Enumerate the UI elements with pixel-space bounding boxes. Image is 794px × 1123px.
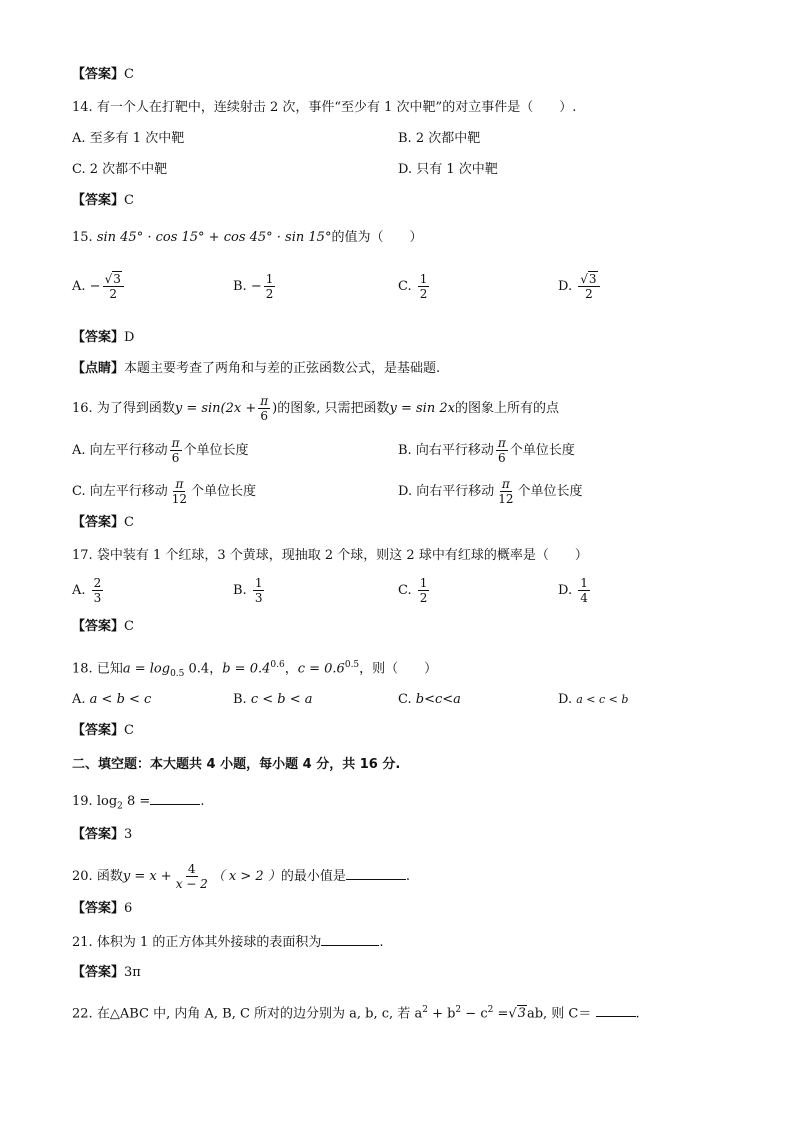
numerator: π [501,477,510,491]
q16-option-c[interactable] [72,477,256,506]
numerator: 1 [419,576,428,590]
answer-value: C [124,193,134,208]
math-expression: c = 0.6 [297,661,345,677]
punctuation: . [635,1006,640,1022]
option-label: A. [72,583,86,598]
numerator: 3 [113,272,121,286]
option-text: D. 向右平行移动 [398,484,495,499]
fraction [170,477,189,506]
sqrt-icon: √ [580,272,588,286]
question-text: ab, 则 C＝ [526,1006,592,1022]
punctuation: . [200,794,205,809]
exponent: 2 [455,1005,462,1015]
answer-tag: 【答案】 [72,193,125,208]
math-expression: + b [427,1006,456,1022]
question-text: ，则（ ） [359,661,438,677]
q17-stem [72,547,588,565]
denominator: 6 [497,451,506,465]
math-expression: a < c < b [576,693,629,706]
answer-value: C [124,723,134,738]
option-label: A. [72,692,86,707]
fraction [418,576,430,605]
question-text: 有一个人在打靶中，连续射击 2 次，事件“至少有 1 次中靶”的对立事件是（ ）. [96,100,577,115]
fraction [103,272,124,301]
q15-answer [72,329,134,347]
denominator: 4 [580,591,588,605]
q17-option-a[interactable] [72,576,105,605]
fraction [258,394,270,423]
q18-stem: 18. 已知$a = \log_{0.5} 0.4$，$b = 0.4^{0.6}$，$c = 0.6^{0.5}$，则（ ） [72,660,438,679]
answer-value: 3 [124,827,133,842]
numerator: π [260,394,269,408]
option-text: A. 至多有 1 次中靶 [72,131,185,146]
remark-tag: 【点睛】 [72,361,125,376]
question-text: 的最小值是 [280,869,346,884]
denominator: x − 2 [175,877,208,891]
question-number: 15. [72,230,93,245]
question-text: 的值为（ ） [331,230,423,245]
answer-tag: 【答案】 [72,619,125,634]
q18-answer [72,722,134,740]
math-expression: ) [272,401,278,416]
q15-option-c[interactable] [398,272,431,301]
denominator: 2 [585,287,593,301]
sqrt-icon: √ [104,272,113,286]
fraction [253,576,265,605]
option-label: B. [233,692,247,707]
question-number: 14. [72,100,93,115]
q16-option-b[interactable] [398,436,575,465]
q13-answer [72,66,134,84]
math-expression: 0.4 [184,661,210,677]
section-heading: 二、填空题：本大题共 4 小题，每小题 4 分，共 16 分. [72,757,401,772]
question-number: 20. [72,869,93,884]
math-expression: b = 0.4 [222,661,271,677]
question-text: 为了得到函数 [96,401,175,416]
math-expression: c < b < a [250,692,313,707]
answer-value: C [124,619,134,634]
punctuation: . [379,935,384,950]
fraction [496,477,515,506]
option-text: 个单位长度 [183,443,249,458]
denominator: 6 [260,409,269,423]
exponent: 2 [487,1005,494,1015]
exponent: 2 [422,1005,428,1015]
q17-option-c[interactable] [398,576,431,605]
option-label: D. [558,279,573,294]
answer-value: 3π [124,965,141,980]
denominator: 2 [109,287,118,301]
q17-option-b[interactable] [233,576,266,605]
answer-tag: 【答案】 [72,965,125,980]
question-number: 21. [72,935,93,950]
math-expression: a < b < c [89,692,152,707]
numerator: π [497,436,506,450]
denominator: 3 [93,591,102,605]
option-text: C. 向左平行移动 [72,484,168,499]
answer-tag: 【答案】 [72,515,125,530]
q14-stem [72,99,576,117]
answer-tag: 【答案】 [72,723,125,738]
denominator: 2 [419,287,428,301]
q14-option-a[interactable] [72,130,184,148]
option-text: D. 只有 1 次中靶 [398,162,498,177]
question-text: 函数 [96,869,123,884]
q16-option-d[interactable] [398,477,583,506]
question-text: 已知 [96,661,123,677]
q16-option-a[interactable] [72,436,249,465]
minus-sign: − [89,279,101,294]
option-text: B. 向右平行移动 [398,443,494,458]
question-number: 18. [72,661,93,677]
answer-tag: 【答案】 [72,67,125,82]
answer-value: 6 [124,901,133,916]
option-label: B. [233,583,247,598]
q19-stem [72,791,204,816]
option-text: C. 2 次都不中靶 [72,162,168,177]
q14-answer [72,192,134,210]
answer-tag: 【答案】 [72,901,125,916]
fraction [174,862,210,891]
math-expression: b<c<a [415,692,461,707]
q20-answer [72,900,132,918]
question-text: 袋中装有 1 个红球，3 个黄球，现抽取 2 个球，则这 2 球中有红球的概率是（ ） [96,548,588,563]
numerator: 1 [254,576,263,590]
answer-blank[interactable] [321,932,379,946]
math-expression: sin 45° · cos 15° + cos 45° · sin 15° [96,230,332,245]
fraction [418,272,430,301]
option-text: 个单位长度 [517,484,583,499]
q22-stem [72,1001,640,1023]
fraction [264,272,276,301]
math-expression: y = sin(2x + [174,401,257,416]
numerator: 4 [187,862,196,876]
math-expression: y = x + [122,869,172,884]
q15-remark [72,360,440,378]
question-text: 的图象上所有的点 [454,401,559,416]
option-text: 个单位长度 [191,484,257,499]
option-label: C. [398,583,412,598]
math-expression: 8 = [122,794,151,809]
q19-answer [72,826,132,844]
minus-sign: − [250,279,262,294]
answer-value: D [124,330,135,345]
option-text: 个单位长度 [509,443,575,458]
option-text: B. 2 次都中靶 [398,131,481,146]
numerator: 1 [580,576,588,590]
answer-value: C [124,515,134,530]
fraction [578,576,590,605]
fraction [170,436,182,465]
answer-blank[interactable] [150,791,200,805]
answer-blank[interactable] [596,1003,636,1017]
numerator: π [175,477,184,491]
answer-blank[interactable] [346,866,406,880]
denominator: 6 [171,451,180,465]
denominator: 2 [419,591,428,605]
answer-tag: 【答案】 [72,330,125,345]
math-expression: = [493,1006,509,1022]
question-text: 的图象, 只需把函数 [277,401,390,416]
denominator: 12 [171,492,188,506]
q18-option-c[interactable] [398,691,461,709]
remark-text: 本题主要考查了两角和与差的正弦函数公式，是基础题. [124,361,441,376]
answer-value: C [124,67,134,82]
q15-option-d[interactable] [558,272,602,301]
option-label: D. [558,583,573,598]
question-number: 16. [72,401,93,416]
math-expression: log [96,794,118,809]
option-label: B. [233,279,247,294]
condition: （ x > 2 ） [211,869,281,884]
option-label: C. [398,279,412,294]
radicand: 3 [517,1006,526,1022]
math-expression: − c [461,1006,488,1022]
option-label: A. [72,279,86,294]
denominator: 12 [498,492,514,506]
q16-answer [72,514,134,532]
option-label: C. [398,692,412,707]
q15-stem [72,229,422,247]
fraction [496,436,508,465]
q15-option-b[interactable] [233,272,277,301]
q17-answer [72,618,134,636]
question-text: 在△ABC 中, 内角 A, B, C 所对的边分别为 a, b, c, 若 a [96,1006,423,1022]
q15-option-a[interactable] [72,272,126,301]
log-base: 0.5 [170,668,185,679]
math-expression: y = sin 2x [389,401,455,416]
log-base: 2 [117,801,123,812]
q18-option-d[interactable] [558,691,628,709]
punctuation: . [405,869,410,884]
sqrt-icon: √ [508,1006,517,1022]
q16-stem [72,394,559,423]
question-number: 19. [72,794,93,809]
answer-tag: 【答案】 [72,827,125,842]
numerator: 3 [588,272,597,286]
denominator: 2 [265,287,274,301]
numerator: 2 [93,576,102,590]
numerator: π [171,436,180,450]
numerator: 1 [265,272,274,286]
denominator: 3 [254,591,263,605]
q20-stem [72,862,410,891]
exponent: 0.6 [270,660,285,670]
question-number: 22. [72,1006,93,1022]
fraction [92,576,104,605]
fraction [578,272,599,301]
q14-option-d[interactable] [398,161,498,179]
math-expression: a = log [122,661,171,677]
question-number: 17. [72,548,93,563]
q18-option-b[interactable] [233,691,313,709]
q17-option-d[interactable] [558,576,592,605]
option-text: A. 向左平行移动 [72,443,168,458]
q21-stem [72,932,384,952]
exponent: 0.5 [344,660,360,670]
q21-answer [72,964,141,982]
q18-option-a[interactable] [72,691,151,709]
q14-option-b[interactable] [398,130,480,148]
question-text: 体积为 1 的正方体其外接球的表面积为 [96,935,322,950]
q14-option-c[interactable] [72,161,167,179]
numerator: 1 [419,272,428,286]
option-label: D. [558,692,573,707]
